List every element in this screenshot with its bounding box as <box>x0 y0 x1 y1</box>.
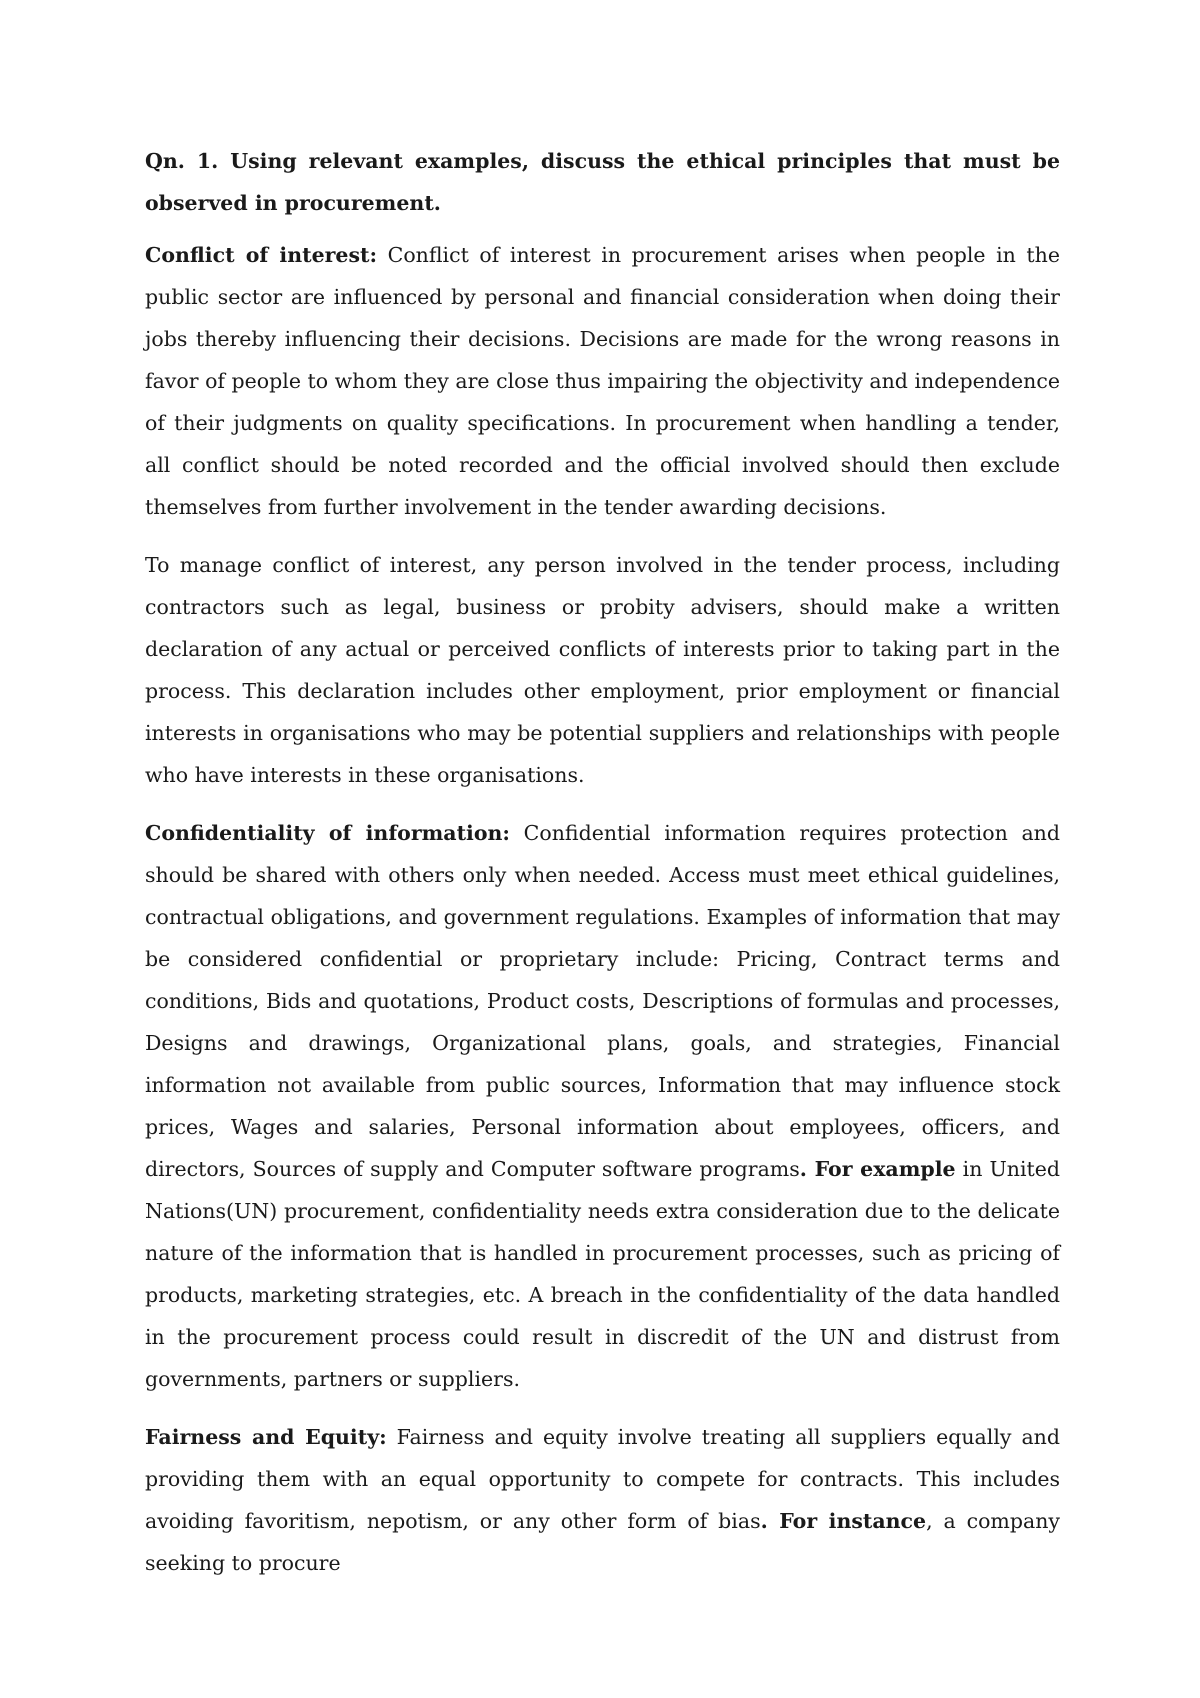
fairness-text-2: , a company seeking to procure <box>145 1509 1060 1575</box>
document-page <box>145 140 1060 1600</box>
fairness-text-1: Fairness and equity involve treating all suppliers equally and providing them with an equal opportunity to compete for contracts. This includes avoiding favoritism, nepotism, or any other form of bias <box>145 1425 1060 1533</box>
paragraph-manage-conflict <box>145 544 1060 796</box>
conflict-heading: Conflict of interest: <box>145 243 378 267</box>
confidentiality-text-2: in United Nations(UN) procurement, confidentiality needs extra consideration due to the delicate nature of the information that is handled in procurement processes, such as pricing of products, marketing strategies, etc. A breach in the confidentiality of the data handled in the procurement process could result in discredit of the UN and distrust from governments, partners or suppliers. <box>145 1157 1060 1391</box>
manage-text: To manage conflict of interest, any person involved in the tender process, including contractors such as legal, business or probity advisers, should make a written declaration of any actual or perceived conflicts of interests prior to taking part in the process. This declaration includes other employment, prior employment or financial interests in organisations who may be potential suppliers and relationships with people who have interests in these organisations. <box>145 553 1060 787</box>
fairness-heading: Fairness and Equity: <box>145 1425 387 1449</box>
fairness-instance-label: . For instance <box>760 1509 927 1533</box>
confidentiality-text-1: Confidential information requires protection and should be shared with others only when needed. Access must meet ethical guidelines, contractual obligations, and government regulations. Examples of information that may be considered confidential or proprietary include: Pricing, Contract terms and conditions, Bids and quotations, Product costs, Descriptions of formulas and processes, Designs and drawings, Organizational plans, goals, and strategies, Financial information not available from public sources, Information that may influence stock prices, Wages and salaries, Personal information about employees, officers, and directors, Sources of supply and Computer software programs <box>145 821 1060 1181</box>
confidentiality-heading: Confidentiality of information: <box>145 821 510 845</box>
paragraph-conflict-of-interest <box>145 234 1060 528</box>
conflict-text: Conflict of interest in procurement arises when people in the public sector are influenced by personal and financial consideration when doing their jobs thereby influencing their decisions. Decisions are made for the wrong reasons in favor of people to whom they are close thus impairing the objectivity and independence of their judgments on quality specifications. In procurement when handling a tender, all conflict should be noted recorded and the official involved should then exclude themselves from further involvement in the tender awarding decisions. <box>145 243 1060 519</box>
paragraph-confidentiality <box>145 812 1060 1400</box>
confidentiality-example-label: . For example <box>799 1157 956 1181</box>
paragraph-fairness-equity <box>145 1416 1060 1584</box>
question-heading: Qn. 1. Using relevant examples, discuss the ethical principles that must be observed in procurement. <box>145 149 1060 215</box>
